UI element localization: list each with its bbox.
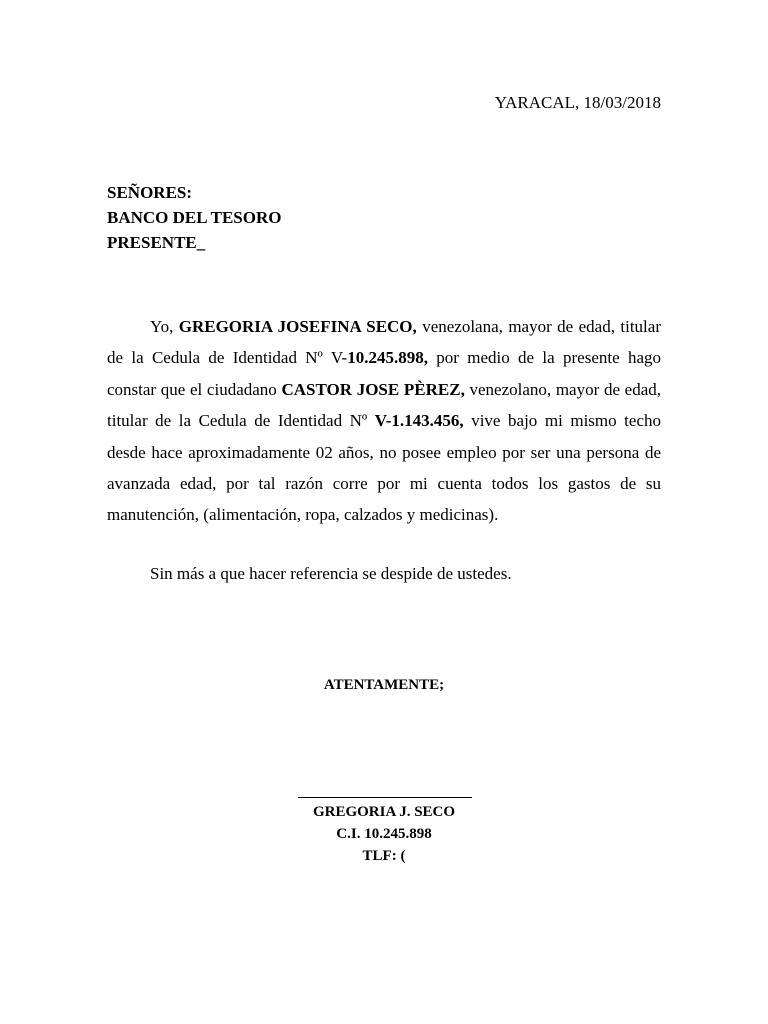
body-text-segment: venezolano, mayor de edad, titular de la Cedula de Identidad Nº [107,379,662,431]
signature-line [298,797,472,798]
body-text-segment: Yo, [150,317,179,336]
declarant-id: 10.245.898, [347,348,428,368]
body-text-segment: vive bajo mi mismo techo desde hace aproximadamente 02 años, no posee empleo por ser una persona de avanzada edad, por tal razón corre por mi cuenta todos los gastos de su manutención, (alimentación, ropa, calzados y medicinas). [107,411,661,525]
recipient-line-2: BANCO DEL TESORO [107,208,282,227]
body-paragraph [107,311,661,531]
signer-phone: TLF: ( [362,848,406,864]
dependent-name: CASTOR JOSE PÈREZ, [281,379,465,399]
closing-sentence: Sin más a que hacer referencia se despide de ustedes. [150,564,512,583]
declarant-name: GREGORIA JOSEFINA SECO, [178,317,417,336]
sign-off: ATENTAMENTE; [323,677,445,693]
body-text-segment: por medio de la presente hago constar que el ciudadano [107,348,661,399]
dependent-id: V-1.143.456, [374,411,464,431]
recipient-line-3: PRESENTE_ [107,233,206,252]
body-text-segment: venezolana, mayor de edad, titular de la Cedula de Identidad Nº V- [107,317,661,368]
signer-id: C.I. 10.245.898 [336,826,432,842]
recipient-line-1: SEÑORES: [107,183,193,202]
recipient-block [107,180,281,255]
date-line: YARACAL, 18/03/2018 [494,93,661,112]
signer-name: GREGORIA J. SECO [312,804,456,820]
letter-body [107,311,661,531]
signature-block [0,801,768,867]
